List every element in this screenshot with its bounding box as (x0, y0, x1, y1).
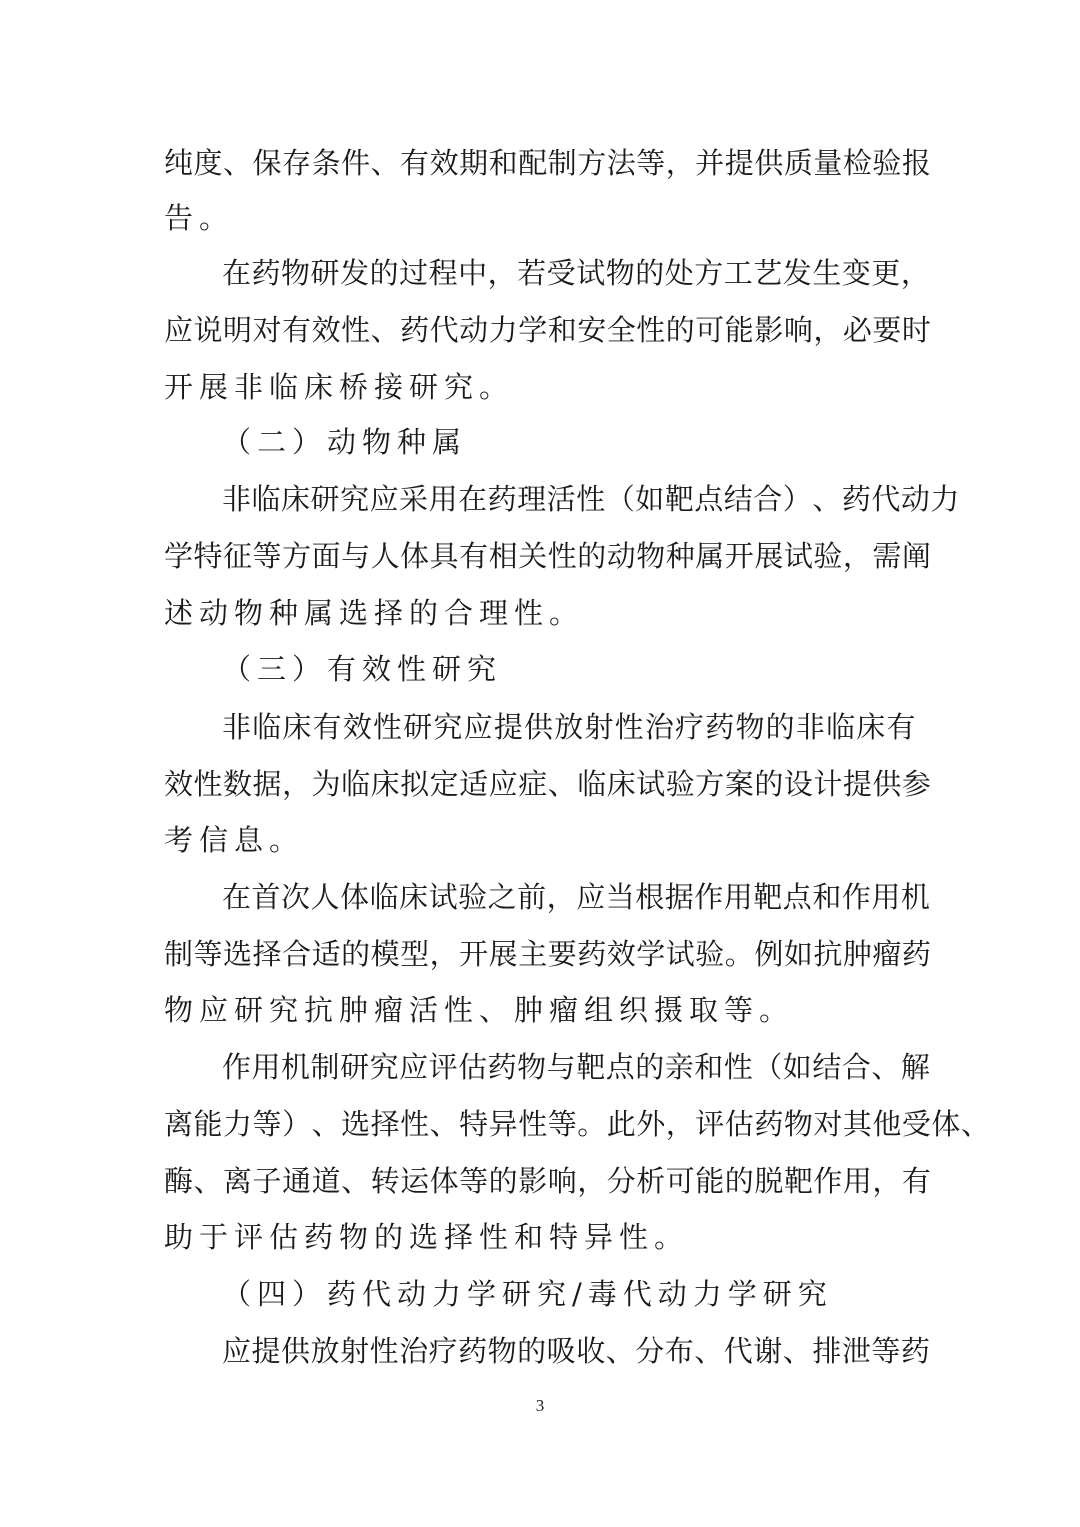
paragraph-line: 考信息。 (164, 823, 305, 857)
paragraph-line: 助于评估药物的选择性和特异性。 (164, 1220, 690, 1254)
paragraph-line: 纯 度 、 保 存 条 件 、 有 效 期 和 配 制 方 法 等 ， 并 提 供 质 量 检 验 报 (164, 146, 932, 180)
paragraph-line: 述动物种属选择的合理性。 (164, 596, 585, 630)
section-heading: （四）药代动力学研究/毒代动力学研究 (222, 1277, 833, 1311)
page-number: 3 (535, 1396, 545, 1415)
paragraph-line: 非 临 床 研 究 应 采 用 在 药 理 活 性 （ 如 靶 点 结 合 ） 、 药 代 动 力 (222, 482, 960, 516)
paragraph-line: 制 等 选 择 合 适 的 模 型 ， 开 展 主 要 药 效 学 试 验 。 例 如 抗 肿 瘤 药 (164, 937, 932, 971)
paragraph-line: 应 说 明 对 有 效 性 、 药 代 动 力 学 和 安 全 性 的 可 能 影 响 ， 必 要 时 (164, 313, 932, 347)
paragraph-line: 开展非临床桥接研究。 (164, 370, 515, 404)
paragraph-line: 效 性 数 据 ， 为 临 床 拟 定 适 应 症 、 临 床 试 验 方 案 的 设 计 提 供 参 (164, 767, 932, 801)
paragraph-line: 在 药 物 研 发 的 过 程 中 ， 若 受 试 物 的 处 方 工 艺 发 生 变 更 ， (222, 256, 931, 290)
paragraph-line: 酶 、 离 子 通 道 、 转 运 体 等 的 影 响 ， 分 析 可 能 的 脱 靶 作 用 ， 有 (164, 1164, 932, 1198)
paragraph-line: 应 提 供 放 射 性 治 疗 药 物 的 吸 收 、 分 布 、 代 谢 、 排 泄 等 药 (222, 1334, 931, 1368)
paragraph-line: 告。 (164, 201, 235, 235)
paragraph-line: 学 特 征 等 方 面 与 人 体 具 有 相 关 性 的 动 物 种 属 开 展 试 验 ， 需 阐 (164, 539, 932, 573)
paragraph-line: 物应研究抗肿瘤活性、肿瘤组织摄取等。 (164, 993, 795, 1027)
section-heading: （三）有效性研究 (222, 652, 503, 686)
paragraph-line: 非 临 床 有 效 性 研 究 应 提 供 放 射 性 治 疗 药 物 的 非 临 床 有 (222, 710, 916, 744)
paragraph-line: 在 首 次 人 体 临 床 试 验 之 前 ， 应 当 根 据 作 用 靶 点 和 作 用 机 (222, 880, 931, 914)
paragraph-line: 作 用 机 制 研 究 应 评 估 药 物 与 靶 点 的 亲 和 性 （ 如 结 合 、 解 (222, 1050, 931, 1084)
section-heading: （二）动物种属 (222, 425, 468, 459)
paragraph-line: 离 能 力 等 ） 、 选 择 性 、 特 异 性 等 。 此 外 ， 评 估 药 物 对 其 他 受 体 、 (164, 1107, 991, 1141)
